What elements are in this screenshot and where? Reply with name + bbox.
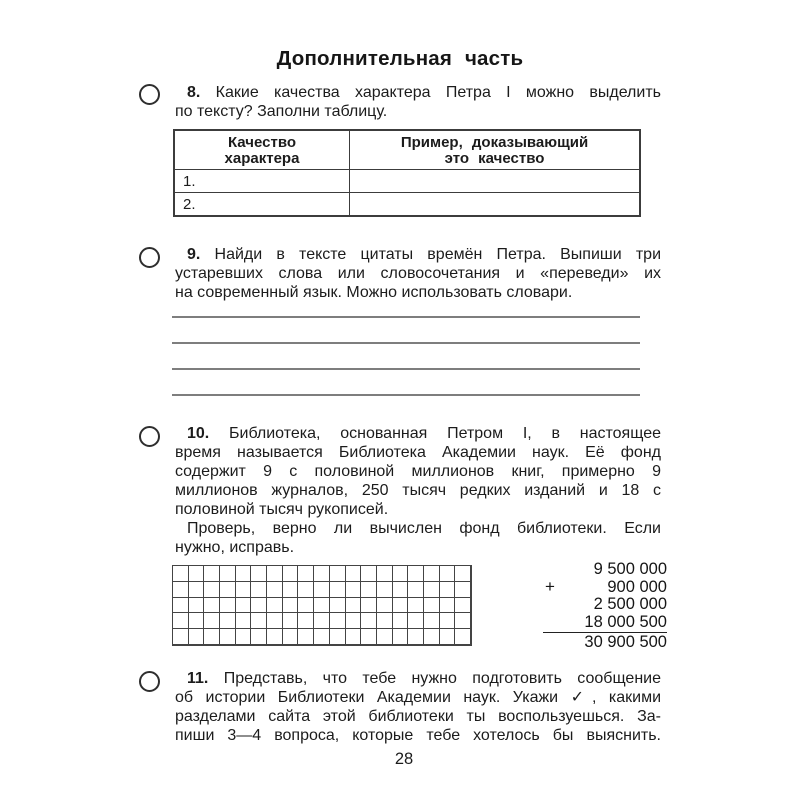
grid-cell xyxy=(393,598,409,614)
grid-cell xyxy=(298,566,314,582)
grid-cell xyxy=(251,629,267,645)
grid-cell xyxy=(173,598,189,614)
grid-cell xyxy=(204,566,220,582)
grid-cell xyxy=(330,598,346,614)
task-10-line-1 xyxy=(175,424,661,443)
grid-cell xyxy=(220,582,236,598)
grid-cell xyxy=(346,629,362,645)
grid-cell xyxy=(283,566,299,582)
task-8-text: Какие качества характера Петра I можно выделить xyxy=(215,84,661,101)
grid-cell xyxy=(189,582,205,598)
grid-cell xyxy=(189,598,205,614)
task-11-text: Представь, что тебе нужно подготовить сообщение xyxy=(223,670,661,687)
grid-cell xyxy=(267,613,283,629)
grid-cell xyxy=(236,582,252,598)
grid-cell xyxy=(267,582,283,598)
grid-cell xyxy=(393,613,409,629)
grid-cell xyxy=(251,582,267,598)
grid-cell xyxy=(330,613,346,629)
grid-cell xyxy=(361,629,377,645)
task-11-line-3: разделами сайта этой библиотеки ты воспользуешься. За- xyxy=(175,708,661,725)
grid-cell xyxy=(408,566,424,582)
grid-cell xyxy=(455,566,471,582)
grid-cell xyxy=(424,629,440,645)
grid-cell xyxy=(330,629,346,645)
grid-cell xyxy=(440,582,456,598)
grid-cell xyxy=(236,613,252,629)
table-header-quality: Качество характера xyxy=(175,131,350,169)
grid-cell xyxy=(204,629,220,645)
table-row-1-label: 1. xyxy=(175,169,350,192)
task-11-line-2: об истории Библиотеки Академии наук. Укажи ✓, какими xyxy=(175,689,661,706)
grid-cell xyxy=(173,613,189,629)
grid-cell xyxy=(393,582,409,598)
grid-cell xyxy=(236,629,252,645)
answer-lines xyxy=(172,292,640,396)
grid-cell xyxy=(455,598,471,614)
table-row-1 xyxy=(175,169,639,192)
grid-cell xyxy=(173,629,189,645)
qualities-table xyxy=(173,129,641,217)
grid-cell xyxy=(424,613,440,629)
grid-cell xyxy=(267,598,283,614)
grid-cell xyxy=(330,566,346,582)
task-9-marker-circle xyxy=(139,247,160,268)
task-8-marker-circle xyxy=(139,84,160,105)
addend-row-4: 18 000 500 xyxy=(543,614,667,634)
grid-cell xyxy=(220,629,236,645)
task-8-line-1 xyxy=(175,83,661,102)
grid-cell xyxy=(204,613,220,629)
grid-cell xyxy=(251,613,267,629)
grid-cell xyxy=(189,566,205,582)
grid-cell xyxy=(346,566,362,582)
grid-cell xyxy=(408,613,424,629)
grid-cell xyxy=(204,598,220,614)
grid-cell xyxy=(298,598,314,614)
grid-cell xyxy=(361,613,377,629)
grid-cell xyxy=(440,566,456,582)
grid-cell xyxy=(424,566,440,582)
grid-cell xyxy=(314,598,330,614)
grid-cell xyxy=(346,582,362,598)
calc-grid[interactable] xyxy=(172,565,472,646)
grid-cell xyxy=(220,566,236,582)
grid-cell xyxy=(408,582,424,598)
grid-cell xyxy=(361,582,377,598)
task-9-line-3: на современный язык. Можно использовать словари. xyxy=(175,284,573,301)
grid-cell xyxy=(424,598,440,614)
task-11 xyxy=(175,669,661,745)
table-row-2 xyxy=(175,192,639,215)
grid-cell xyxy=(408,629,424,645)
answer-line[interactable] xyxy=(172,292,640,318)
grid-cell xyxy=(298,629,314,645)
page-title: Дополнительная часть xyxy=(276,47,524,70)
grid-cell xyxy=(377,582,393,598)
task-10-line-3: содержит 9 с половиной миллионов книг, примерно 9 xyxy=(175,463,661,480)
grid-cell xyxy=(377,613,393,629)
grid-cell xyxy=(455,613,471,629)
table-row-1-answer-cell[interactable] xyxy=(350,169,639,192)
grid-cell xyxy=(440,613,456,629)
column-addition xyxy=(543,561,667,652)
answer-line[interactable] xyxy=(172,344,640,370)
grid-cell xyxy=(267,629,283,645)
grid-cell xyxy=(220,613,236,629)
grid-cell xyxy=(377,629,393,645)
task-10-check-line-1: Проверь, верно ли вычислен фонд библиотеки. Если xyxy=(187,520,661,537)
grid-cell xyxy=(393,566,409,582)
grid-cell xyxy=(314,629,330,645)
grid-cell xyxy=(330,582,346,598)
grid-cell xyxy=(220,598,236,614)
task-9-text: Найди в тексте цитаты времён Петра. Выпиши три xyxy=(214,246,662,263)
task-11-number: 11. xyxy=(187,670,209,687)
grid-cell xyxy=(189,629,205,645)
grid-cell xyxy=(236,598,252,614)
table-row-2-answer-cell[interactable] xyxy=(350,192,639,215)
task-11-line-4: пиши 3—4 вопроса, которые тебе хотелось бы выяснить. xyxy=(175,727,661,744)
task-10-line-4: миллионов журналов, 250 тысяч редких изданий и 18 с xyxy=(175,482,661,499)
grid-cell xyxy=(408,598,424,614)
grid-cell xyxy=(236,566,252,582)
grid-cell xyxy=(298,582,314,598)
table-row-2-label: 2. xyxy=(175,192,350,215)
grid-cell xyxy=(283,582,299,598)
answer-line[interactable] xyxy=(172,318,640,344)
page-number: 28 xyxy=(394,750,414,768)
grid-cell xyxy=(283,613,299,629)
task-10-number: 10. xyxy=(187,425,210,442)
task-10-marker-circle xyxy=(139,426,160,447)
sum-result-row: 30 900 500 xyxy=(584,633,667,651)
grid-cell xyxy=(298,613,314,629)
task-9-number: 9. xyxy=(187,246,201,263)
grid-cell xyxy=(440,629,456,645)
task-10-line-2: время называется Библиотека Академии наук. Её фонд xyxy=(175,444,661,461)
grid-cell xyxy=(314,566,330,582)
addend-row-1: 9 500 000 xyxy=(593,560,667,578)
grid-cell xyxy=(377,598,393,614)
grid-cell xyxy=(267,566,283,582)
grid-cell xyxy=(251,598,267,614)
task-10-check-line-2: нужно, исправь. xyxy=(175,539,295,556)
grid-cell xyxy=(204,582,220,598)
grid-cell xyxy=(173,566,189,582)
grid-cell xyxy=(189,613,205,629)
addend-row-2: 900 000 xyxy=(607,577,667,596)
grid-cell xyxy=(361,598,377,614)
task-8-line-2: по тексту? Заполни таблицу. xyxy=(175,103,388,120)
grid-cell xyxy=(346,598,362,614)
task-9-line-1 xyxy=(175,245,661,264)
task-11-marker-circle xyxy=(139,671,160,692)
task-10-text: Библиотека, основанная Петром I, в настоящее xyxy=(229,425,661,442)
answer-line[interactable] xyxy=(172,370,640,396)
grid-cell xyxy=(393,629,409,645)
plus-operator: + xyxy=(545,577,555,596)
task-10 xyxy=(175,424,661,557)
task-8 xyxy=(175,83,661,121)
task-10-line-5: половиной тысяч рукописей. xyxy=(175,501,389,518)
grid-cell xyxy=(314,613,330,629)
grid-cell xyxy=(283,598,299,614)
task-8-number: 8. xyxy=(187,84,201,101)
grid-cell xyxy=(283,629,299,645)
table-header-example: Пример, доказывающий это качество xyxy=(400,134,589,167)
grid-cell xyxy=(361,566,377,582)
grid-cell xyxy=(251,566,267,582)
grid-cell xyxy=(314,582,330,598)
grid-cell xyxy=(455,629,471,645)
addend-row-3: 2 500 000 xyxy=(593,595,667,613)
grid-cell xyxy=(346,613,362,629)
grid-cell xyxy=(377,566,393,582)
grid-cell xyxy=(173,582,189,598)
grid-cell xyxy=(440,598,456,614)
task-9-line-2: устаревших слова или словосочетания и «переведи» их xyxy=(175,265,661,282)
table-header-row xyxy=(175,131,639,169)
task-11-line-1 xyxy=(175,669,661,688)
grid-cell xyxy=(424,582,440,598)
grid-cell xyxy=(455,582,471,598)
